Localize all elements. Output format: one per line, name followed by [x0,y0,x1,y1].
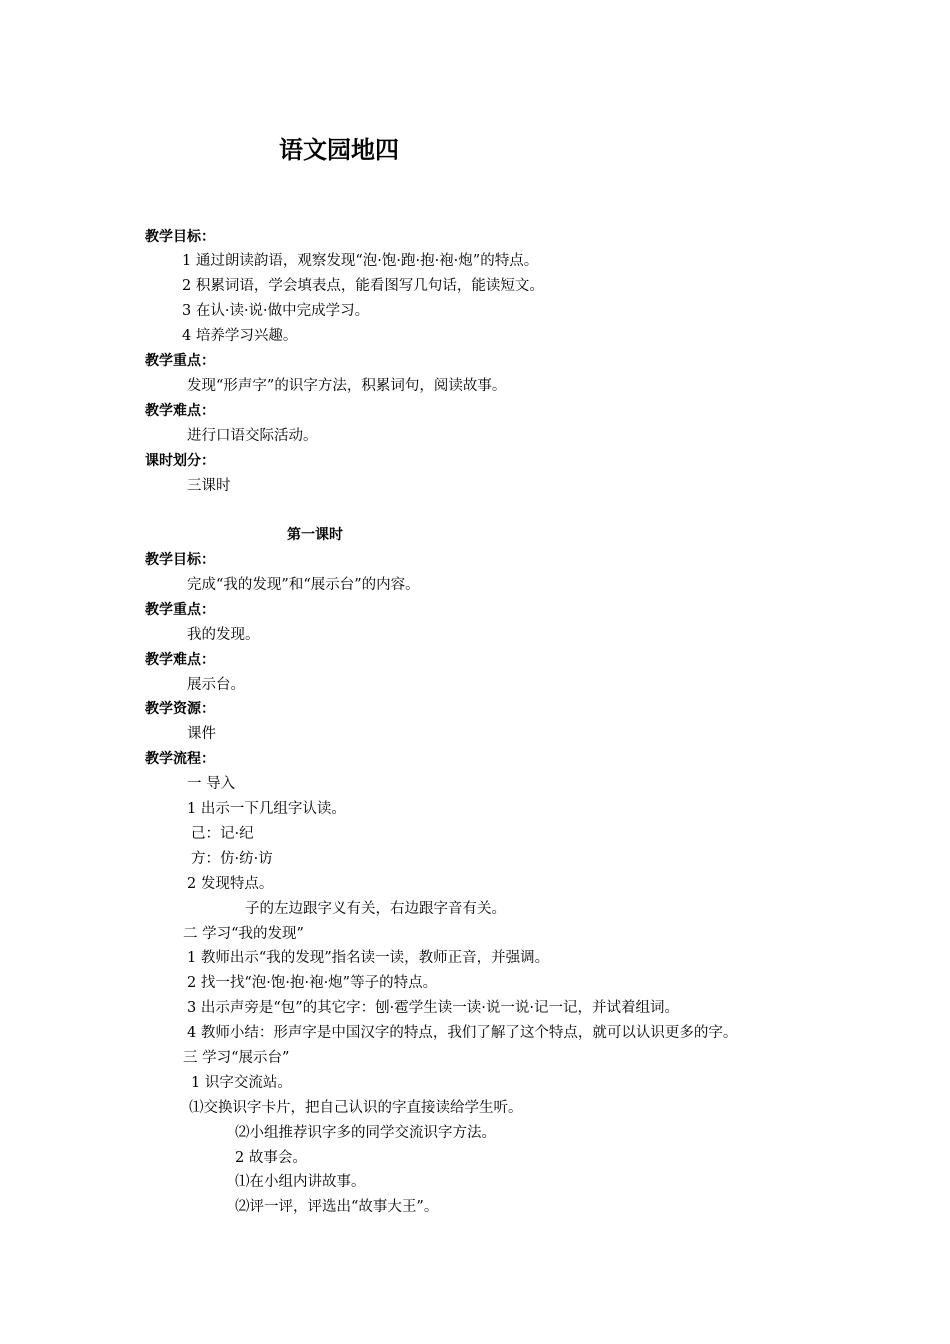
overview-schedule-label: 课时划分： [145,453,215,469]
overview-focus-text: 发现“形声字”的识字方法，积累词句，阅读故事。 [187,378,507,394]
process-step: 方：仿·纺·访 [191,851,273,867]
process-step: 一 导入 [187,776,236,792]
process-step: 2 发现特点。 [187,876,274,892]
lesson1-goals-label: 教学目标： [145,552,215,568]
process-step: 二 学习“我的发现” [183,926,304,942]
overview-schedule-text: 三课时 [187,478,231,494]
process-step: ⑵小组推荐识字多的同学交流识字方法。 [235,1125,496,1141]
lesson1-resources-text: 课件 [187,726,216,742]
process-step: 三 学习“展示台” [183,1050,290,1066]
overview-goal-item: 1 通过朗读韵语，观察发现“泡·饱·跑·抱·袍·炮”的特点。 [182,253,539,269]
process-step: 1 出示一下几组字认读。 [187,801,346,817]
process-step: 4 教师小结：形声字是中国汉字的特点，我们了解了这个特点，就可以认识更多的字。 [187,1025,738,1041]
lesson1-process-label: 教学流程： [145,751,215,767]
process-step: 1 识字交流站。 [191,1075,292,1091]
process-step: 2 故事会。 [235,1150,307,1166]
lesson1-goals-text: 完成“我的发现”和“展示台”的内容。 [187,577,420,593]
lesson1-focus-text: 我的发现。 [187,627,260,643]
process-step: ⑵评一评，评选出“故事大王”。 [235,1199,439,1215]
lesson1-focus-label: 教学重点： [145,602,215,618]
lesson1-difficulty-label: 教学难点： [145,652,215,668]
overview-goals-label: 教学目标： [145,229,215,245]
page-title: 语文园地四 [279,136,399,164]
lesson1-resources-label: 教学资源： [145,701,215,717]
process-step: ⑴交换识字卡片，把自己认识的字直接读给学生听。 [189,1100,523,1116]
process-step: 己：记·纪 [191,826,254,842]
process-step: 2 找一找“泡·饱·抱·袍·炮”等子的特点。 [187,975,438,991]
process-step: 1 教师出示“我的发现”指名读一读，教师正音，并强调。 [187,950,550,966]
overview-focus-label: 教学重点： [145,353,215,369]
overview-goal-item: 3 在认·读·说·做中完成学习。 [182,303,370,319]
overview-goal-item: 2 积累词语，学会填表点，能看图写几句话，能读短文。 [182,278,544,294]
lesson1-difficulty-text: 展示台。 [187,677,245,693]
process-step: 3 出示声旁是“包”的其它字：刨·雹学生读一读·说一说·记一记，并试着组词。 [187,1000,679,1016]
lesson1-title: 第一课时 [287,527,343,543]
overview-goal-item: 4 培养学习兴趣。 [182,328,298,344]
overview-difficulty-text: 进行口语交际活动。 [187,428,318,444]
process-step: ⑴在小组内讲故事。 [235,1174,366,1190]
overview-difficulty-label: 教学难点： [145,403,215,419]
process-step: 子的左边跟字义有关，右边跟字音有关。 [245,901,506,917]
